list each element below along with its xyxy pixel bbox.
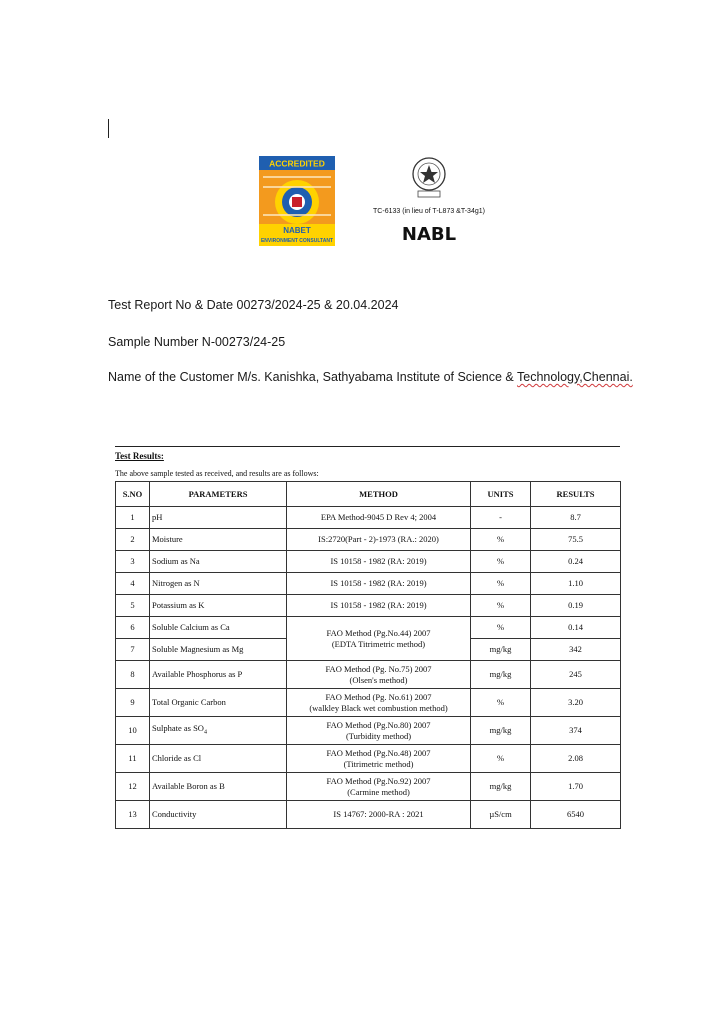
units: %	[471, 745, 531, 773]
parameter: pH	[150, 507, 287, 529]
subscript: 4	[203, 729, 207, 736]
table-row	[116, 717, 621, 745]
column-header: S.NO	[116, 482, 150, 507]
svg-text:NABET: NABET	[283, 226, 311, 235]
units: %	[471, 595, 531, 617]
table-row	[116, 745, 621, 773]
result: 1.70	[531, 773, 621, 801]
column-header: PARAMETERS	[150, 482, 287, 507]
customer-name-prefix: Name of the Customer M/s. Kanishka, Sathyabama Institute of Science &	[108, 370, 517, 384]
parameter: Soluble Calcium as Ca	[150, 617, 287, 639]
table-row	[116, 801, 621, 829]
serial-number: 12	[116, 773, 150, 801]
units: µS/cm	[471, 801, 531, 829]
test-results-table	[115, 481, 621, 829]
method	[287, 617, 471, 661]
table-row	[116, 661, 621, 689]
serial-number: 4	[116, 573, 150, 595]
method: IS 14767: 2000-RA : 2021	[287, 801, 471, 829]
serial-number: 8	[116, 661, 150, 689]
nabet-accreditation-logo	[259, 156, 335, 246]
svg-text:NABL: NABL	[401, 224, 457, 245]
units: %	[471, 551, 531, 573]
result: 245	[531, 661, 621, 689]
units: %	[471, 689, 531, 717]
method-line: (Carmine method)	[347, 786, 410, 797]
method	[287, 717, 471, 745]
parameter: Conductivity	[150, 801, 287, 829]
result: 2.08	[531, 745, 621, 773]
serial-number: 6	[116, 617, 150, 639]
method-line: FAO Method (Pg.No.80) 2007	[326, 719, 431, 730]
method-line: (walkley Black wet combustion method)	[309, 702, 448, 713]
parameter	[150, 717, 287, 745]
serial-number: 3	[116, 551, 150, 573]
method-line: FAO Method (Pg.No.92) 2007	[326, 775, 431, 786]
text-cursor	[108, 119, 109, 138]
result: 0.14	[531, 617, 621, 639]
units: %	[471, 617, 531, 639]
result: 3.20	[531, 689, 621, 717]
units: mg/kg	[471, 717, 531, 745]
parameter: Nitrogen as N	[150, 573, 287, 595]
method-line: (Titrimetric method)	[343, 758, 414, 769]
method: IS 10158 - 1982 (RA: 2019)	[287, 551, 471, 573]
svg-text:TC-6133 (in lieu of T-L873 &T-: TC-6133 (in lieu of T-L873 &T-34g1)	[373, 208, 485, 215]
serial-number: 7	[116, 639, 150, 661]
table-row	[116, 507, 621, 529]
parameter: Sodium as Na	[150, 551, 287, 573]
parameter: Available Boron as B	[150, 773, 287, 801]
result: 0.24	[531, 551, 621, 573]
method	[287, 661, 471, 689]
serial-number: 5	[116, 595, 150, 617]
parameter: Chloride as Cl	[150, 745, 287, 773]
units: mg/kg	[471, 773, 531, 801]
serial-number: 2	[116, 529, 150, 551]
table-row	[116, 773, 621, 801]
column-header: METHOD	[287, 482, 471, 507]
serial-number: 9	[116, 689, 150, 717]
serial-number: 10	[116, 717, 150, 745]
result: 342	[531, 639, 621, 661]
table-header-row	[116, 482, 621, 507]
spellcheck-underlined-text: Technology,Chennai.	[517, 370, 633, 384]
method: IS 10158 - 1982 (RA: 2019)	[287, 573, 471, 595]
units: %	[471, 573, 531, 595]
result: 1.10	[531, 573, 621, 595]
result: 0.19	[531, 595, 621, 617]
parameter: Potassium as K	[150, 595, 287, 617]
result: 374	[531, 717, 621, 745]
test-results-note: The above sample tested as received, and results are as follows:	[115, 469, 319, 478]
method: EPA Method-9045 D Rev 4; 2004	[287, 507, 471, 529]
serial-number: 11	[116, 745, 150, 773]
method-line: (EDTA Titrimetric method)	[331, 638, 426, 649]
customer-name	[108, 370, 633, 384]
table-row	[116, 617, 621, 639]
parameter: Available Phosphorus as P	[150, 661, 287, 689]
parameter: Total Organic Carbon	[150, 689, 287, 717]
nabl-emblem-icon	[368, 154, 490, 246]
parameter: Moisture	[150, 529, 287, 551]
column-header: UNITS	[471, 482, 531, 507]
method	[287, 689, 471, 717]
units: %	[471, 529, 531, 551]
method-line: (Turbidity method)	[345, 730, 412, 741]
result: 75.5	[531, 529, 621, 551]
report-number-date: Test Report No & Date 00273/2024-25 & 20.04.2024	[108, 298, 399, 312]
method-line: FAO Method (Pg.No.44) 2007	[326, 627, 431, 638]
units: mg/kg	[471, 661, 531, 689]
svg-text:ACCREDITED: ACCREDITED	[269, 158, 325, 169]
table-row	[116, 529, 621, 551]
test-results-heading: Test Results:	[115, 451, 164, 461]
serial-number: 13	[116, 801, 150, 829]
sample-number: Sample Number N-00273/24-25	[108, 335, 286, 349]
result: 8.7	[531, 507, 621, 529]
table-row	[116, 595, 621, 617]
table-row	[116, 573, 621, 595]
method: IS:2720(Part - 2)-1973 (RA.: 2020)	[287, 529, 471, 551]
method	[287, 773, 471, 801]
method-line: FAO Method (Pg.No.48) 2007	[326, 747, 431, 758]
method	[287, 745, 471, 773]
parameter: Soluble Magnesium as Mg	[150, 639, 287, 661]
table-row	[116, 689, 621, 717]
method: IS 10158 - 1982 (RA: 2019)	[287, 595, 471, 617]
column-header: RESULTS	[531, 482, 621, 507]
method-line: FAO Method (Pg. No.61) 2007	[325, 691, 432, 702]
method-line: FAO Method (Pg. No.75) 2007	[325, 663, 432, 674]
section-divider	[115, 446, 620, 447]
units: mg/kg	[471, 639, 531, 661]
units: -	[471, 507, 531, 529]
table-row	[116, 551, 621, 573]
serial-number: 1	[116, 507, 150, 529]
svg-text:ENVIRONMENT CONSULTANT: ENVIRONMENT CONSULTANT	[260, 238, 334, 244]
method-line: (Olsen's method)	[349, 674, 408, 685]
parameter-text: Sulphate as SO	[152, 722, 204, 733]
nabl-accreditation-logo	[368, 154, 490, 246]
result: 6540	[531, 801, 621, 829]
